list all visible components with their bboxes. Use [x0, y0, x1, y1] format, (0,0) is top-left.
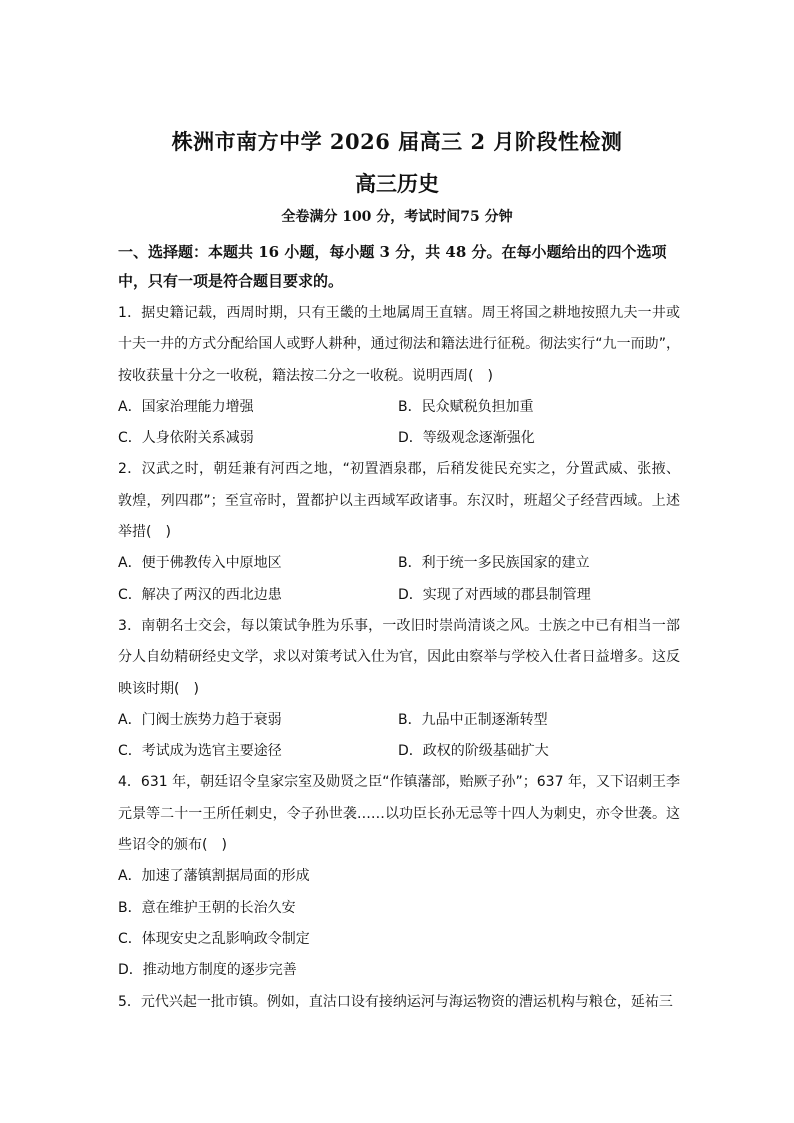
- exam-title: 株洲市南方中学 2026 届高三 2 月阶段性检测: [171, 129, 623, 154]
- option-row: [118, 580, 680, 611]
- option-c[interactable]: C．考试成为选官主要途径: [118, 743, 282, 760]
- exam-subject: 高三历史: [355, 171, 439, 196]
- exam-score-time: 全卷满分 100 分，考试时间75 分钟: [281, 209, 513, 225]
- option-c[interactable]: C．人身依附关系减弱: [118, 430, 254, 447]
- question-stem: 5．元代兴起一批市镇。例如，直沽口设有接纳运河与海运物资的漕运机构与粮仓，延祐三: [118, 993, 673, 1010]
- question-1: [118, 298, 680, 454]
- option-row: [118, 705, 680, 736]
- question-stem: 1．据史籍记载，西周时期，只有王畿的土地属周王直辖。周王将国之耕地按照九夫一井或十夫一井的方式分配给国人或野人耕种，通过彻法和籍法进行征税。彻法实行“九一而助”，按收获量十分之一收税，籍法按二分之一收税。说明西周( ): [118, 305, 680, 384]
- option-b[interactable]: B．意在维护王朝的长治久安: [118, 899, 296, 916]
- option-row: [118, 423, 680, 454]
- option-d[interactable]: D．推动地方制度的逐步完善: [118, 962, 297, 979]
- question-3: [118, 611, 680, 767]
- option-a[interactable]: A．便于佛教传入中原地区: [118, 555, 282, 572]
- question-stem: 4．631 年，朝廷诏令皇家宗室及勋贤之臣“作镇藩部，贻厥子孙”；637 年，又下诏刺王李元景等二十一王所任刺史，令子孙世袭……以功臣长孙无忌等十四人为刺史，亦令世袭。这些诏令的颁布( ): [118, 774, 680, 854]
- question-5: [118, 987, 680, 1018]
- option-c[interactable]: C．解决了两汉的西北边患: [118, 586, 282, 603]
- question-list: [118, 298, 680, 1018]
- option-b[interactable]: B．民众赋税负担加重: [398, 398, 534, 415]
- option-row: [118, 392, 680, 423]
- option-a[interactable]: A．加速了藩镇割据局面的形成: [118, 868, 310, 885]
- option-b[interactable]: B．九品中正制逐渐转型: [398, 711, 548, 728]
- question-2: [118, 454, 680, 610]
- option-row: [118, 548, 680, 579]
- question-stem: 2．汉武之时，朝廷兼有河西之地，“初置酒泉郡，后稍发徙民充实之，分置武威、张掖、敦煌，列四郡”；至宣帝时，置都护以主西域军政诸事。东汉时，班超父子经营西域。上述举措( ): [118, 461, 680, 541]
- option-row: [118, 736, 680, 767]
- option-a[interactable]: A．国家治理能力增强: [118, 398, 254, 415]
- question-4: [118, 767, 680, 986]
- option-d[interactable]: D．实现了对西域的郡县制管理: [398, 586, 591, 603]
- option-c[interactable]: C．体现安史之乱影响政令制定: [118, 930, 310, 947]
- question-stem: 3．南朝名士交会，每以策试争胜为乐事，一改旧时崇尚清谈之风。士族之中已有相当一部分人自幼精研经史文学，求以对策考试入仕为官，因此由察举与学校入仕者日益增多。这反映该时期( ): [118, 617, 680, 697]
- option-b[interactable]: B．利于统一多民族国家的建立: [398, 555, 590, 572]
- section-heading: 一、选择题：本题共 16 小题，每小题 3 分，共 48 分。在每小题给出的四个选项中，只有一项是符合题目要求的。: [118, 243, 667, 290]
- option-d[interactable]: D．政权的阶级基础扩大: [398, 743, 549, 760]
- option-d[interactable]: D．等级观念逐渐强化: [398, 430, 535, 447]
- option-a[interactable]: A．门阀士族势力趋于衰弱: [118, 711, 282, 728]
